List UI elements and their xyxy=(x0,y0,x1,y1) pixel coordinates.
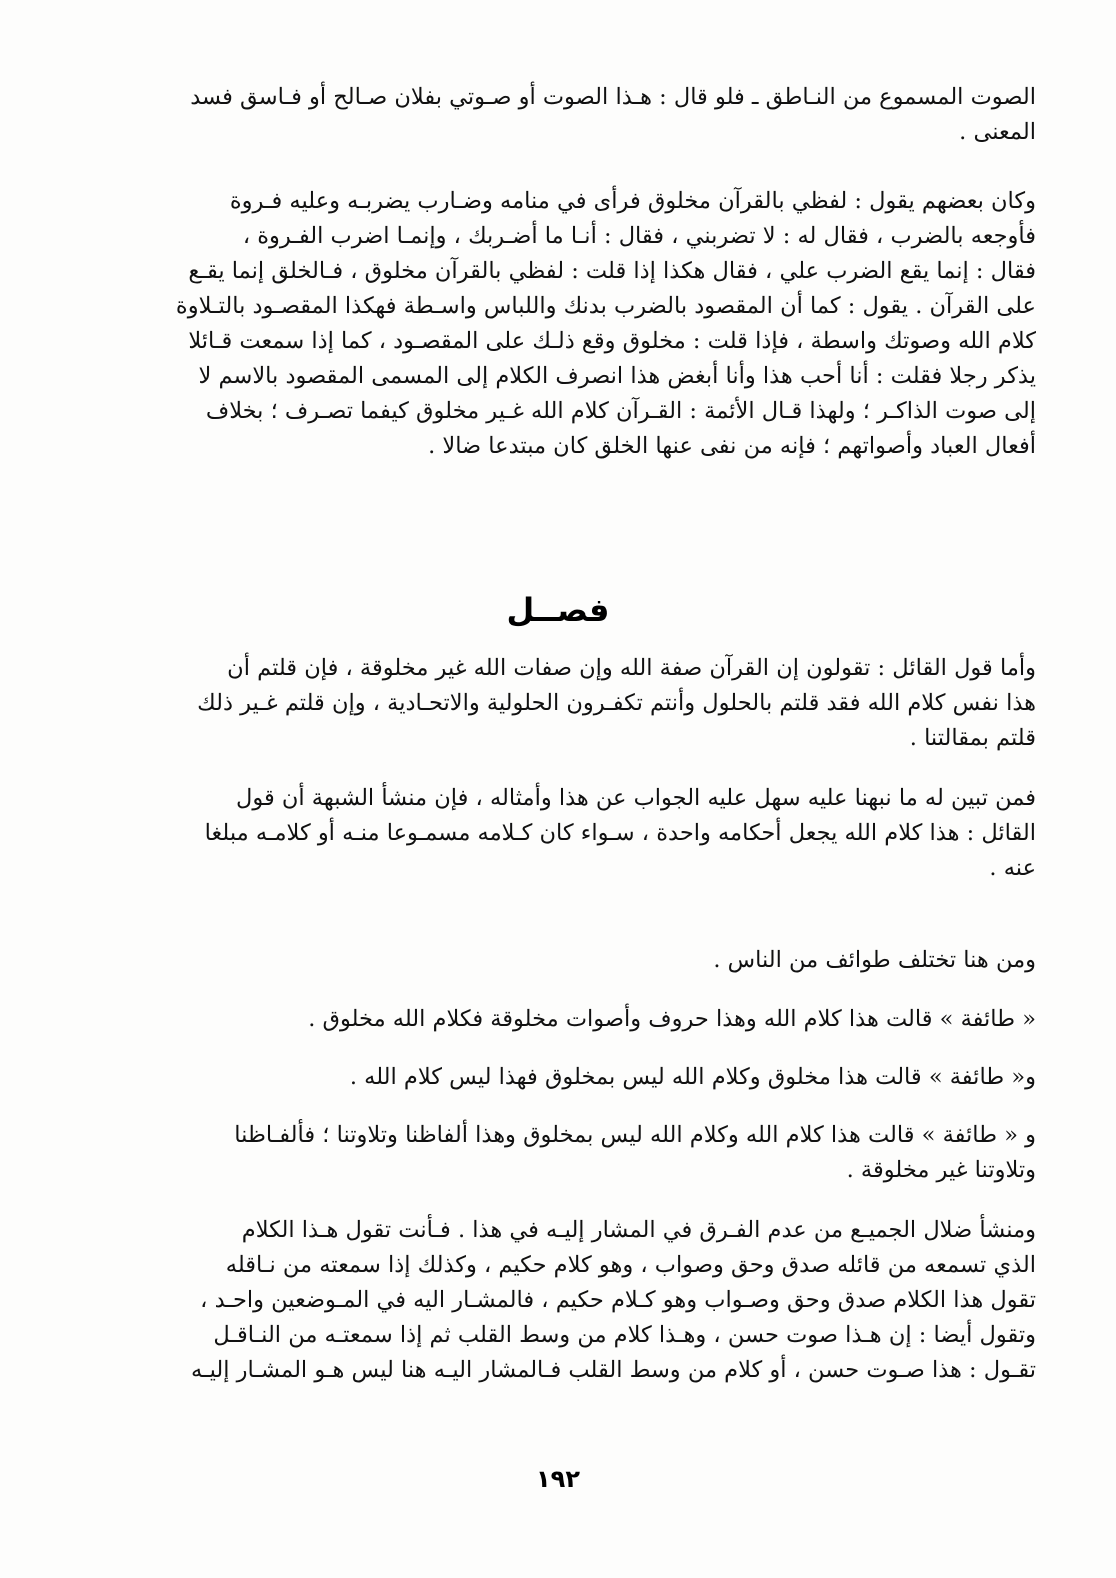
paragraph-groups-intro xyxy=(78,943,1036,978)
paragraph-group-two xyxy=(78,1060,1036,1095)
paragraph-text: « طائفة » قالت هذا كلام الله وهذا حروف وأصوات مخلوقة فكلام الله مخلوق . xyxy=(308,1006,1036,1032)
paragraph-text: فمن تبين له ما نبهنا عليه سهل عليه الجواب عن هذا وأمثاله ، فإن منشأ الشبهة أن قول القائل : هذا كلام الله يجعل أحكامه واحدة ، سـواء كان كـلامه مسمـوعا منـه أو كلامـه مبلغا عنه . xyxy=(204,785,1036,881)
paragraph-answer xyxy=(78,781,1036,886)
paragraph-text: ومن هنا تختلف طوائف من الناس . xyxy=(713,947,1036,973)
paragraph-objection xyxy=(78,651,1036,756)
paragraph-origin-of-error xyxy=(78,1213,1036,1388)
paragraph-group-one xyxy=(78,1002,1036,1037)
paragraph-text: وأما قول القائل : تقولون إن القرآن صفة الله وإن صفات الله غير مخلوقة ، فإن قلتم أن هذا نفس كلام الله فقد قلتم بالحلول وأنتم تكفـرون الحلولية والاتحـادية ، وإن قلتم غـير ذلك قلتم بمقالتنا . xyxy=(197,655,1036,751)
paragraph-dream-anecdote xyxy=(78,184,1036,464)
paragraph-continuation xyxy=(78,80,1036,150)
paragraph-text: ومنشأ ضلال الجميـع من عدم الفـرق في المشار إليـه في هذا . فـأنت تقول هـذا الكلام الذي تسمعه من قائله صدق وحق وصواب ، وهو كلام حكيم ، وكذلك إذا سمعته من نـاقله تقول هذا الكلام صدق وحق وصـواب وهو كـلام حكيم ، فالمشـار اليه في المـوضعين واحـد ، وتقول أيضا : إن هـذا صوت حسن ، وهـذا كلام من وسط القلب ثم إذا سمعتـه من النـاقـل تقـول : هذا صـوت حسن ، أو كلام من وسط القلب فـالمشار اليـه هنا ليس هـو المشـار إليـه xyxy=(190,1217,1036,1383)
paragraph-group-three xyxy=(78,1118,1036,1188)
paragraph-text: الصوت المسموع من النـاطق ـ فلو قال : هـذا الصوت أو صـوتي بفلان صـالح أو فـاسق فسد المعنى . xyxy=(190,84,1036,145)
section-heading: فصــل xyxy=(506,591,610,629)
paragraph-text: وكان بعضهم يقول : لفظي بالقرآن مخلوق فرأى في منامه وضـارب يضربـه وعليه فـروة فأوجعه بالضرب ، فقال له : لا تضربني ، فقال : أنـا ما أضـربك ، وإنمـا اضرب الفـروة ، فقال : إنما يقع الضرب علي ، فقال هكذا إذا قلت : لفظي بالقرآن مخلوق ، فـالخلق إنما يقـع على القرآن . يقول : كما أن المقصود بالضرب بدنك واللباس واسـطة فهكذا المقصـود بالتـلاوة كلام الله وصوتك واسطة ، فإذا قلت : مخلوق وقع ذلـك على المقصـود ، كما إذا سمعت قـائلا يذكر رجلا فقلت : أنا أحب هذا وأنا أبغض هذا انصرف الكلام إلى المسمى المقصود بالاسم لا إلى صوت الذاكـر ؛ ولهذا قـال الأئمة : القـرآن كلام الله غـير مخلوق كيفما تصـرف ؛ بخلاف أفعال العباد وأصواتهم ؛ فإنه من نفى عنها الخلق كان مبتدعا ضالا . xyxy=(175,188,1036,459)
page-number: ١٩٢ xyxy=(536,1465,580,1493)
paragraph-text: و« طائفة » قالت هذا مخلوق وكلام الله ليس بمخلوق فهذا ليس كلام الله . xyxy=(349,1064,1036,1090)
paragraph-text: و « طائفة » قالت هذا كلام الله وكلام الله ليس بمخلوق وهذا ألفاظنا وتلاوتنا ؛ فألفـاظنا وتلاوتنا غير مخلوقة . xyxy=(234,1122,1036,1183)
